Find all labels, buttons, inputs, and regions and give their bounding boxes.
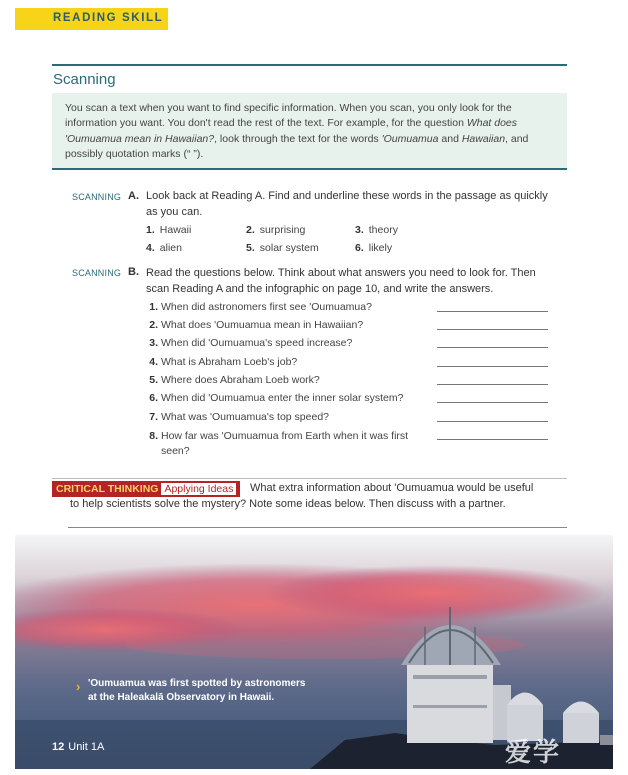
question-number: 1. (149, 301, 158, 313)
word-item: 1. Hawaii (146, 224, 192, 236)
question-number: 4. (149, 356, 158, 368)
exercise-a-letter: A. (128, 190, 139, 202)
unit-label: Unit 1A (68, 741, 105, 753)
question-number: 3. (149, 337, 158, 349)
reading-skill-label: READING SKILL (53, 12, 164, 24)
exercise-a-label: SCANNING (72, 192, 122, 202)
answer-line[interactable] (437, 366, 548, 367)
question-text: When did 'Oumuamua's speed increase? (161, 337, 353, 349)
answer-line[interactable] (437, 439, 548, 440)
question-text: How far was 'Oumuamua from Earth when it was first seen? (161, 430, 409, 457)
question-text: When did 'Oumuamua enter the inner solar system? (161, 392, 404, 404)
word-item: 6. likely (355, 242, 393, 254)
answer-line[interactable] (437, 384, 548, 385)
word-item: 5. solar system (246, 242, 319, 254)
question-text: Where does Abraham Loeb work? (161, 374, 320, 386)
exercise-b-label: SCANNING (72, 268, 122, 278)
caption-arrow-icon: › (76, 679, 81, 694)
answer-line[interactable] (437, 329, 548, 330)
exercise-b-letter: B. (128, 266, 139, 278)
question-text: When did astronomers first see 'Oumuamua? (161, 301, 372, 313)
reading-skill-tag (15, 8, 168, 30)
skill-title: Scanning (53, 71, 116, 88)
skill-body: You scan a text when you want to find specific information. When you scan, you only look for the information you want. You don't read the rest of the text. For example, for the question What does 'Oumuamua mean in Hawaiian?, look through the text for the words 'Oumuamua and Hawaiian, and possibly quotation marks (“ ”). (65, 102, 529, 161)
question-number: 5. (149, 374, 158, 386)
answer-line[interactable] (437, 402, 548, 403)
answer-line[interactable] (437, 347, 548, 348)
photo-caption: 'Oumuamua was first spotted by astronomers at the Haleakalā Observatory in Hawaii. (88, 678, 306, 703)
question-text: What does 'Oumuamua mean in Hawaiian? (161, 319, 364, 331)
watermark: 爱学 (505, 737, 562, 767)
pink-cloud (265, 565, 605, 621)
word-item: 2. surprising (246, 224, 306, 236)
question-number: 7. (149, 411, 158, 423)
critical-thinking-rule (52, 478, 567, 479)
skill-top-rule (52, 64, 567, 66)
exercise-b-instruction: Read the questions below. Think about what answers you need to look for. Then scan Reading A and the infographic on page 10, and write the answers. (146, 267, 536, 295)
question-number: 8. (149, 430, 158, 442)
question-text: What is Abraham Loeb's job? (161, 356, 298, 368)
critical-thinking-badge: CRITICAL THINKING Applying Ideas (52, 481, 240, 497)
page-footer: 12 Unit 1A (52, 741, 105, 753)
answer-line[interactable] (437, 421, 548, 422)
word-item: 3. theory (355, 224, 398, 236)
critical-thinking-sub: Applying Ideas (161, 483, 236, 495)
writing-line[interactable] (68, 527, 567, 528)
question-number: 2. (149, 319, 158, 331)
word-item: 4. alien (146, 242, 182, 254)
critical-thinking-prompt-line-2: to help scientists solve the mystery? Note some ideas below. Then discuss with a partner. (70, 498, 506, 510)
answer-line[interactable] (437, 311, 548, 312)
exercise-a-instruction: Look back at Reading A. Find and underline these words in the passage as quickly as you can. (146, 190, 548, 218)
critical-thinking-prompt-line-1: What extra information about 'Oumuamua would be useful (250, 482, 534, 494)
question-text: What was 'Oumuamua's top speed? (161, 411, 330, 423)
skill-box (52, 93, 567, 170)
question-number: 6. (149, 392, 158, 404)
